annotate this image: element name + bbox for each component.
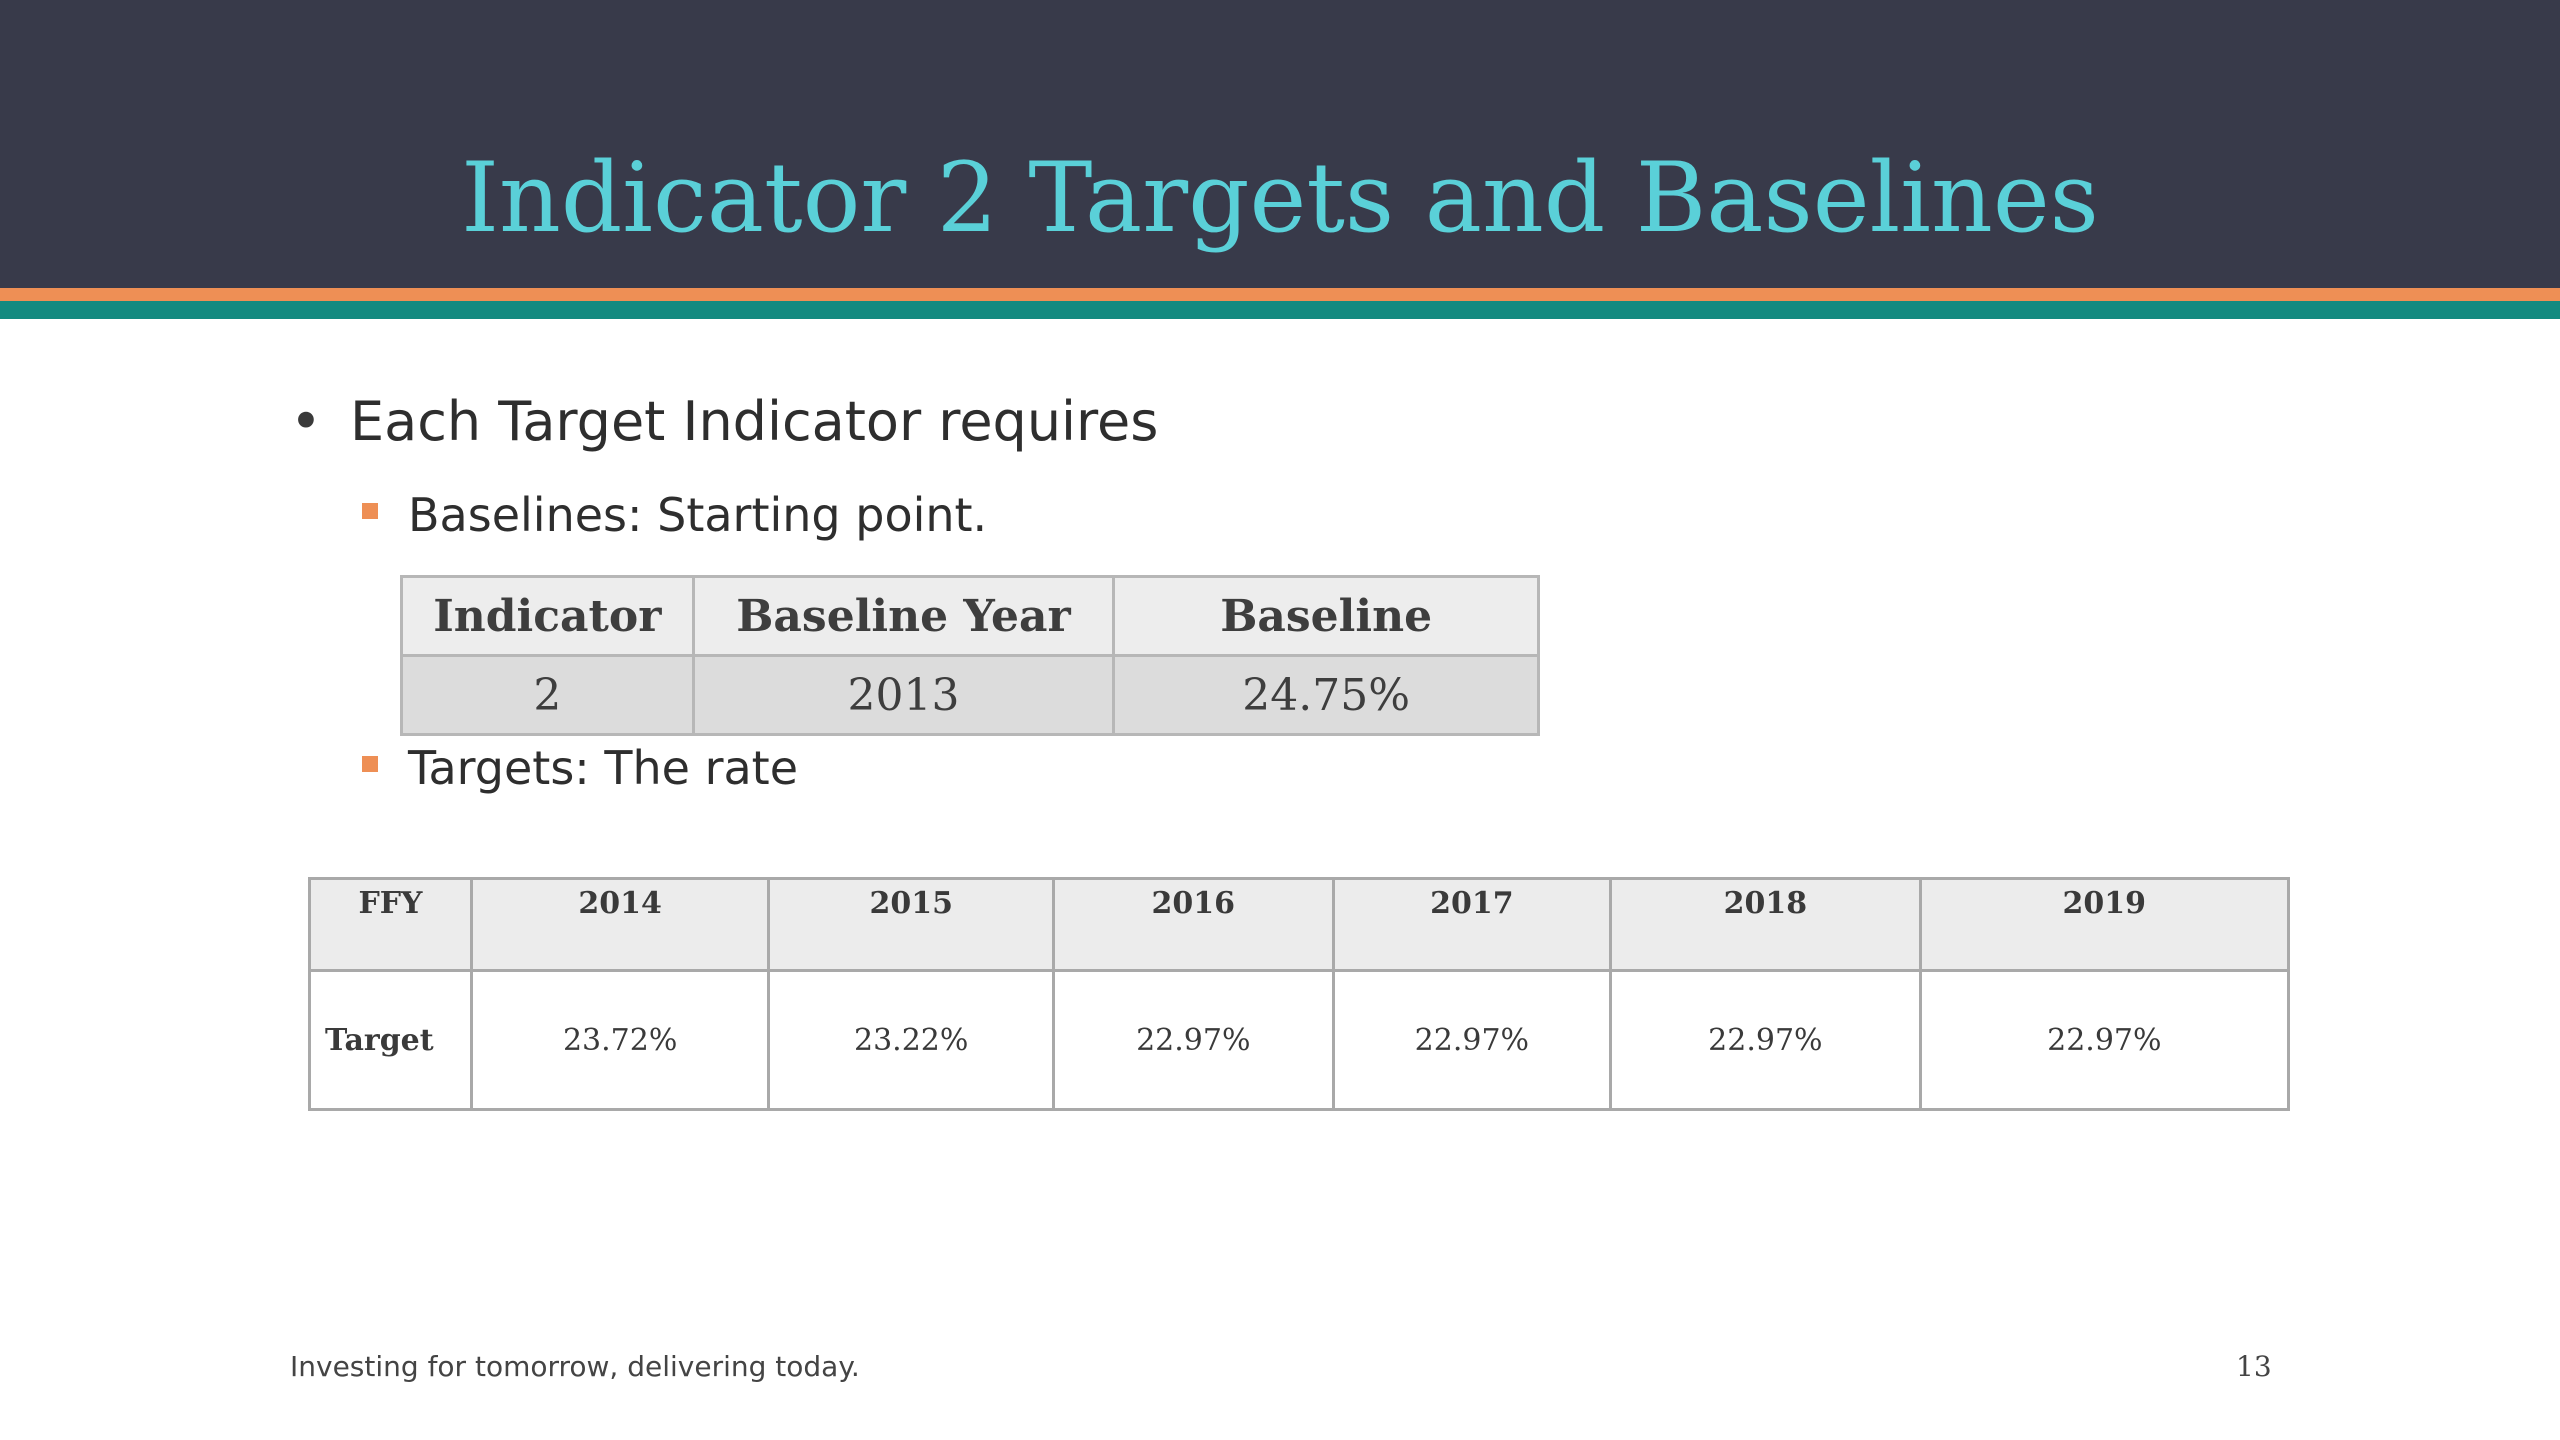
bullet-main [290,390,1158,453]
square-bullet-icon [362,503,378,519]
targets-table-header-row [310,879,2289,971]
baseline-header-year: Baseline Year [693,577,1114,656]
baseline-cell-indicator: 2 [402,656,694,735]
bullet-targets-text: Targets: The rate [408,741,799,795]
baseline-table-header-row [402,577,1539,656]
orange-divider [0,288,2560,301]
targets-table [308,877,2290,1111]
targets-header-2017: 2017 [1333,879,1611,971]
targets-header-2015: 2015 [769,879,1054,971]
baseline-table-row [402,656,1539,735]
targets-cell-2015: 23.22% [769,971,1054,1110]
targets-row-label: Target [310,971,472,1110]
bullet-baselines-text: Baselines: Starting point. [408,488,988,542]
targets-header-2014: 2014 [471,879,769,971]
targets-header-ffy: FFY [310,879,472,971]
baseline-header-baseline: Baseline [1114,577,1539,656]
targets-cell-2014: 23.72% [471,971,769,1110]
teal-divider [0,301,2560,319]
targets-table-row [310,971,2289,1110]
targets-header-2019: 2019 [1920,879,2288,971]
targets-cell-2018: 22.97% [1611,971,1920,1110]
targets-cell-2017: 22.97% [1333,971,1611,1110]
bullet-dot-icon: • [290,390,322,453]
targets-header-2018: 2018 [1611,879,1920,971]
footer-tagline: Investing for tomorrow, delivering today. [290,1350,860,1383]
baseline-header-indicator: Indicator [402,577,694,656]
targets-cell-2019: 22.97% [1920,971,2288,1110]
targets-header-2016: 2016 [1053,879,1333,971]
baseline-cell-year: 2013 [693,656,1114,735]
slide-title: Indicator 2 Targets and Baselines [461,142,2099,254]
bullet-targets [362,741,798,795]
bullet-baselines [362,488,987,542]
square-bullet-icon [362,756,378,772]
baseline-table [400,575,1540,736]
page-number: 13 [2236,1350,2272,1383]
targets-cell-2016: 22.97% [1053,971,1333,1110]
bullet-main-text: Each Target Indicator requires [350,390,1159,453]
baseline-cell-value: 24.75% [1114,656,1539,735]
